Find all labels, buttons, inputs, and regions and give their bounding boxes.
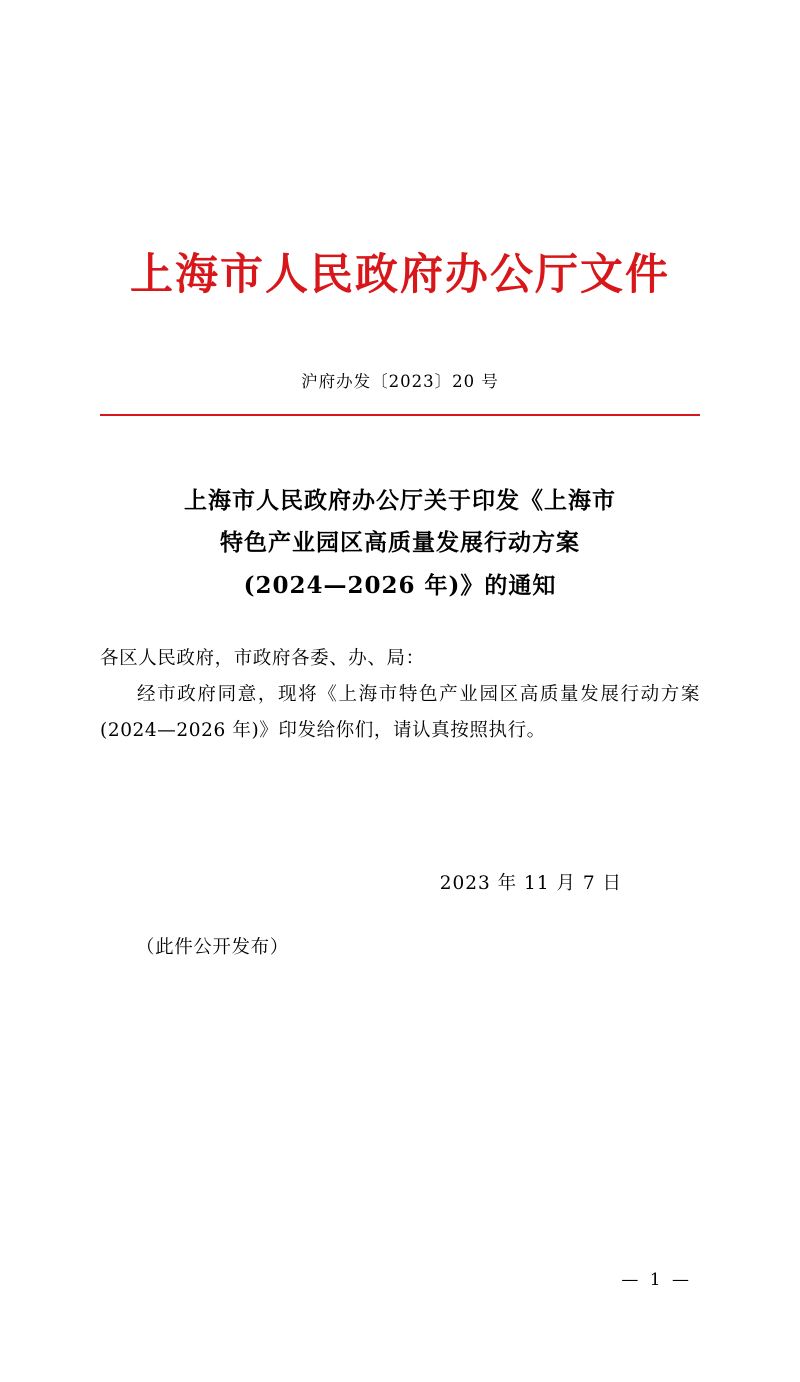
salutation-text: 各区人民政府，市政府各委、办、局：	[100, 648, 425, 670]
body-paragraph-1: 经市政府同意，现将《上海市特色产业园区高质量发展行动方案(2024—2026 年)》印发给你们，请认真按照执行。	[100, 684, 700, 742]
document-title-line-3: (2024—2026 年)》的通知	[243, 571, 557, 599]
document-body	[100, 641, 700, 749]
masthead	[100, 250, 700, 302]
page-number: — 1 —	[621, 1270, 692, 1290]
document-title	[100, 480, 700, 608]
document-number: 沪府办发〔2023〕20 号	[301, 371, 499, 391]
masthead-title: 上海市人民政府办公厅文件	[130, 250, 670, 300]
red-divider-rule	[100, 414, 700, 416]
document-title-line-1: 上海市人民政府办公厅关于印发《上海市	[184, 486, 616, 514]
document-page	[0, 250, 800, 1382]
public-release-note: （此件公开发布）	[136, 937, 289, 959]
signature-date: 2023 年 11 月 7 日	[439, 873, 622, 895]
document-title-line-2: 特色产业园区高质量发展行动方案	[220, 529, 580, 557]
